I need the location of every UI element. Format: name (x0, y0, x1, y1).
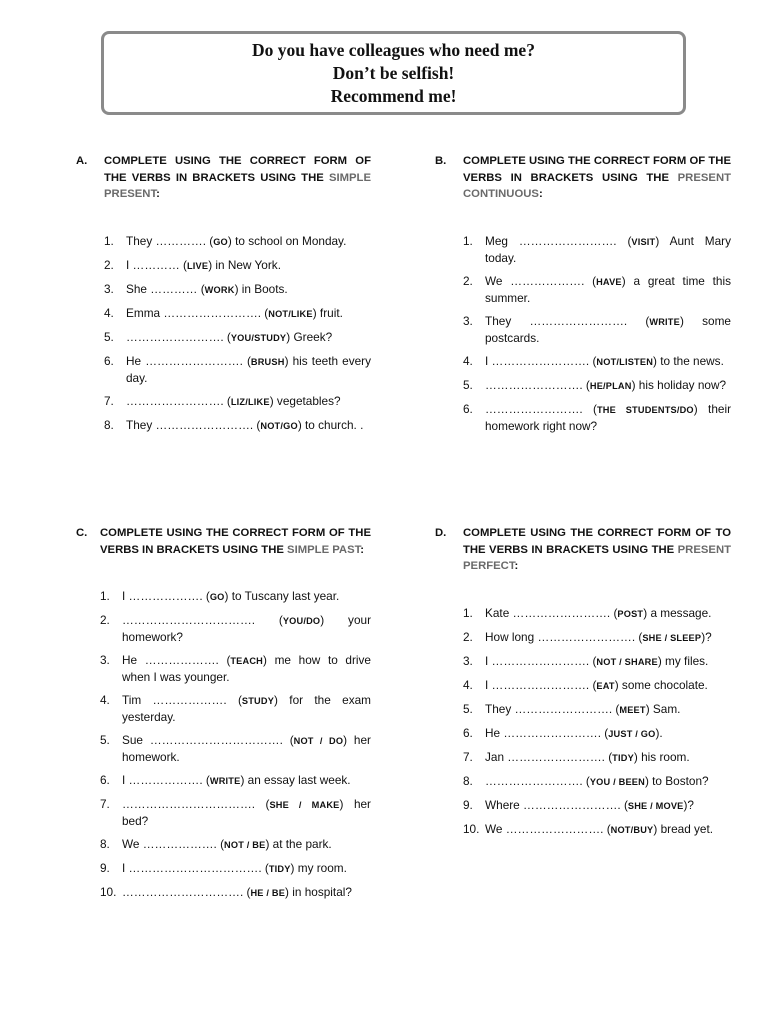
tense-label: SIMPLE PAST (287, 543, 361, 556)
verb-in-brackets: YOU/DO (282, 616, 321, 626)
item-text-after: ) her bed? (122, 797, 371, 828)
verb-in-brackets: YOU / BEEN (589, 776, 645, 787)
item-text-after: ) a message. (643, 605, 712, 620)
item-number: 2. (104, 257, 114, 272)
item-text-before: Meg ……………………. ( (485, 233, 632, 248)
exercise-item (463, 773, 731, 790)
item-number: 3. (463, 313, 473, 328)
exercise-item (463, 377, 731, 394)
exercise-item (463, 821, 731, 838)
verb-in-brackets: WRITE (209, 776, 241, 786)
exercise-item (100, 860, 371, 877)
item-number: 8. (104, 417, 114, 432)
item-text-before: She ………… ( (126, 281, 205, 296)
item-number: 8. (100, 837, 110, 851)
item-text-after: ) to the news. (653, 353, 724, 368)
section-letter: A. (76, 155, 88, 167)
item-number: 10. (100, 885, 117, 899)
item-text-before: He ……………………. ( (126, 353, 251, 368)
exercise-item (104, 281, 371, 298)
section-a (76, 153, 371, 441)
exercise-item (463, 233, 731, 266)
item-text-before: ……………………. ( (485, 401, 597, 416)
item-text-after: ) your homework? (122, 613, 372, 644)
heading-colon: : (156, 188, 160, 200)
heading-colon: : (360, 543, 365, 556)
item-number: 4. (463, 677, 473, 692)
exercise-item (100, 692, 371, 725)
item-text-before: I ……………………. ( (485, 353, 597, 368)
exercise-item (100, 884, 371, 901)
verb-in-brackets: NOT/LISTEN (596, 356, 654, 367)
item-number: 8. (463, 773, 473, 788)
item-text-after: ) for the exam yesterday. (122, 693, 371, 724)
exercise-item (463, 313, 731, 346)
item-text-after: ) Greek? (286, 329, 333, 344)
item-text-after: ) his room. (633, 749, 690, 764)
exercise-item (463, 749, 731, 766)
item-text-before: ……………………. ( (485, 773, 590, 788)
item-text-before: I ……………………. ( (485, 653, 597, 668)
item-text-before: Emma ……………………. ( (126, 305, 269, 320)
section-heading (76, 153, 371, 203)
item-number: 2. (100, 613, 110, 627)
item-number: 1. (463, 605, 473, 620)
section-b (435, 153, 732, 441)
item-text-after: ) at the park. (265, 837, 332, 851)
item-text-before: He ………………. ( (122, 653, 231, 667)
heading-colon: : (538, 188, 543, 200)
banner-line-3: Recommend me! (330, 86, 457, 106)
item-text-after: ) bread yet. (653, 821, 714, 836)
item-text-before: …………………………. ( (122, 885, 251, 899)
exercise-item (463, 353, 731, 370)
item-number: 7. (104, 393, 114, 408)
verb-in-brackets: THE STUDENTS/DO (596, 404, 694, 415)
section-letter: D. (435, 527, 447, 539)
item-text-after: )? (683, 797, 694, 812)
item-text-after: ). (655, 725, 663, 740)
item-number: 9. (100, 861, 110, 875)
item-text-after: ) Aunt Mary today. (485, 233, 731, 265)
exercise-item (100, 588, 371, 605)
item-text-after: )? (701, 629, 712, 644)
item-number: 6. (104, 353, 114, 368)
verb-in-brackets: EAT (596, 680, 615, 691)
verb-in-brackets: BRUSH (250, 356, 285, 367)
verb-in-brackets: GO (213, 236, 228, 247)
item-number: 7. (100, 797, 110, 811)
item-number: 1. (463, 233, 473, 248)
item-text-after: ) a great time this summer. (485, 273, 731, 305)
item-text-before: I ……………………………. ( (122, 861, 269, 875)
item-number: 5. (463, 377, 473, 392)
exercise-item (104, 329, 371, 346)
exercise-list (463, 605, 731, 838)
exercise-item (104, 233, 371, 250)
item-number: 10. (463, 821, 480, 836)
item-text-after: ) their homework right now? (485, 401, 732, 433)
item-text-before: We ………………. ( (485, 273, 597, 288)
verb-in-brackets: WRITE (649, 316, 680, 327)
item-number: 6. (100, 773, 110, 787)
exercise-item (463, 797, 731, 814)
verb-in-brackets: NOT / BE (224, 840, 266, 850)
item-text-after: ) to church. . (297, 417, 364, 432)
exercise-list (463, 233, 731, 434)
tense-label: SIMPLE PRESENT (104, 171, 371, 200)
exercise-item (463, 273, 731, 306)
item-text-before: ……………………. ( (485, 377, 590, 392)
item-text-after: ) to Tuscany last year. (224, 589, 340, 603)
item-text-after: ) in Boots. (234, 281, 288, 296)
exercise-item (463, 605, 731, 622)
verb-in-brackets: NOT / DO (293, 736, 344, 746)
item-text-before: I ………………. ( (122, 589, 210, 603)
verb-in-brackets: HE/PLAN (589, 380, 632, 391)
item-number: 3. (100, 653, 110, 667)
item-text-after: ) some postcards. (485, 313, 731, 345)
exercise-item (463, 677, 731, 694)
tense-label: PRESENT PERFECT (463, 543, 731, 572)
item-number: 5. (463, 701, 473, 716)
item-text-before: Where ……………………. ( (485, 797, 628, 812)
heading-text: COMPLETE USING THE CORRECT FORM OF THE VERBS IN BRACKETS USING THE (104, 155, 371, 184)
item-text-after: ) his teeth every day. (126, 353, 371, 385)
exercise-item (100, 612, 371, 645)
section-letter: C. (76, 527, 88, 539)
exercise-item (104, 305, 371, 322)
item-number: 4. (100, 693, 110, 707)
verb-in-brackets: NOT/LIKE (268, 308, 313, 319)
exercise-item (463, 653, 731, 670)
item-text-after: ) her homework. (122, 733, 371, 764)
section-heading (435, 153, 731, 203)
banner-line-2: Don’t be selfish! (332, 63, 455, 83)
banner-line-1: Do you have colleagues who need me? (252, 40, 535, 60)
item-text-before: I ……………………. ( (485, 677, 597, 692)
item-text-after: ) fruit. (312, 305, 343, 320)
item-number: 4. (104, 305, 114, 320)
heading-text: COMPLETE USING THE CORRECT FORM OF THE VERBS IN BRACKETS USING THE (100, 527, 371, 556)
item-text-before: They ……………………. ( (485, 701, 620, 716)
recommend-banner (101, 31, 686, 115)
heading-text: COMPLETE USING THE CORRECT FORM OF THE VERBS IN BRACKETS USING THE (463, 155, 731, 184)
verb-in-brackets: VISIT (631, 236, 656, 247)
item-text-before: I ………………. ( (122, 773, 210, 787)
item-number: 3. (463, 653, 473, 668)
item-text-after: ) in hospital? (285, 885, 352, 899)
item-text-after: ) his holiday now? (631, 377, 727, 392)
section-heading (435, 525, 731, 575)
item-text-before: ……………………………. ( (122, 797, 270, 811)
item-number: 1. (104, 233, 114, 248)
verb-in-brackets: HAVE (596, 276, 622, 287)
item-number: 2. (463, 629, 473, 644)
verb-in-brackets: LIZ/LIKE (230, 396, 270, 407)
item-number: 6. (463, 725, 473, 740)
verb-in-brackets: NOT/GO (260, 420, 298, 431)
section-heading (76, 525, 371, 558)
verb-in-brackets: SHE / MOVE (627, 800, 684, 811)
exercise-item (100, 772, 371, 789)
item-text-before: We ………………. ( (122, 837, 225, 851)
item-text-after: ) to Boston? (644, 773, 709, 788)
verb-in-brackets: GO (209, 592, 225, 602)
verb-in-brackets: LIVE (186, 260, 209, 271)
exercise-list (104, 233, 371, 434)
item-number: 7. (463, 749, 473, 764)
verb-in-brackets: HE / BE (250, 888, 286, 898)
item-number: 4. (463, 353, 473, 368)
item-text-before: We ……………………. ( (485, 821, 611, 836)
item-text-before: Kate ……………………. ( (485, 605, 618, 620)
verb-in-brackets: SHE / MAKE (269, 800, 340, 810)
heading-text: COMPLETE USING THE CORRECT FORM OF TO THE VERBS IN BRACKETS USING THE (463, 527, 731, 556)
item-text-after: ) my files. (657, 653, 709, 668)
item-text-before: ……………………………. ( (122, 613, 283, 627)
item-number: 1. (100, 589, 110, 603)
item-text-before: I ………… ( (126, 257, 187, 272)
item-text-after: ) an essay last week. (240, 773, 351, 787)
verb-in-brackets: NOT/BUY (610, 824, 654, 835)
item-number: 5. (100, 733, 110, 747)
item-text-after: ) some chocolate. (614, 677, 708, 692)
item-text-before: ……………………. ( (126, 329, 231, 344)
exercise-item (104, 417, 371, 434)
tense-label: PRESENT CONTINUOUS (463, 171, 731, 200)
verb-in-brackets: POST (617, 608, 644, 619)
verb-in-brackets: YOU/STUDY (230, 332, 287, 343)
item-text-before: Jan ……………………. ( (485, 749, 613, 764)
heading-colon: : (514, 560, 519, 572)
exercise-item (100, 652, 371, 685)
exercise-item (104, 257, 371, 274)
item-text-after: ) to school on Monday. (227, 233, 347, 248)
item-number: 3. (104, 281, 114, 296)
verb-in-brackets: TIDY (612, 752, 634, 763)
exercise-item (463, 629, 731, 646)
verb-in-brackets: NOT / SHARE (596, 656, 658, 667)
exercise-item (100, 796, 371, 829)
item-number: 2. (463, 273, 473, 288)
item-text-before: They ……………………. ( (126, 417, 261, 432)
item-text-after: ) Sam. (645, 701, 681, 716)
verb-in-brackets: MEET (619, 704, 646, 715)
verb-in-brackets: JUST / GO (608, 728, 656, 739)
exercise-list (100, 588, 371, 901)
section-d (435, 525, 731, 845)
exercise-item (100, 836, 371, 853)
verb-in-brackets: SHE / SLEEP (642, 632, 702, 643)
exercise-item (104, 353, 371, 386)
item-number: 6. (463, 401, 473, 416)
item-text-before: How long ……………………. ( (485, 629, 643, 644)
item-text-before: Tim ………………. ( (122, 693, 242, 707)
exercise-item (463, 725, 731, 742)
verb-in-brackets: STUDY (241, 696, 275, 706)
verb-in-brackets: TIDY (268, 864, 291, 874)
section-c (76, 525, 372, 908)
exercise-item (104, 393, 371, 410)
item-text-after: ) in New York. (208, 257, 281, 272)
item-text-before: ……………………. ( (126, 393, 231, 408)
item-number: 9. (463, 797, 473, 812)
verb-in-brackets: TEACH (230, 656, 264, 666)
item-text-after: ) me how to drive when I was younger. (122, 653, 371, 684)
exercise-item (100, 732, 371, 765)
verb-in-brackets: WORK (204, 284, 235, 295)
item-text-before: He ……………………. ( (485, 725, 609, 740)
item-number: 5. (104, 329, 114, 344)
item-text-after: ) vegetables? (269, 393, 341, 408)
item-text-before: Sue ……………………………. ( (122, 733, 294, 747)
section-letter: B. (435, 155, 447, 167)
exercise-item (463, 701, 731, 718)
item-text-before: They …………. ( (126, 233, 214, 248)
item-text-after: ) my room. (290, 861, 347, 875)
item-text-before: They ……………………. ( (485, 313, 650, 328)
exercise-item (463, 401, 731, 434)
